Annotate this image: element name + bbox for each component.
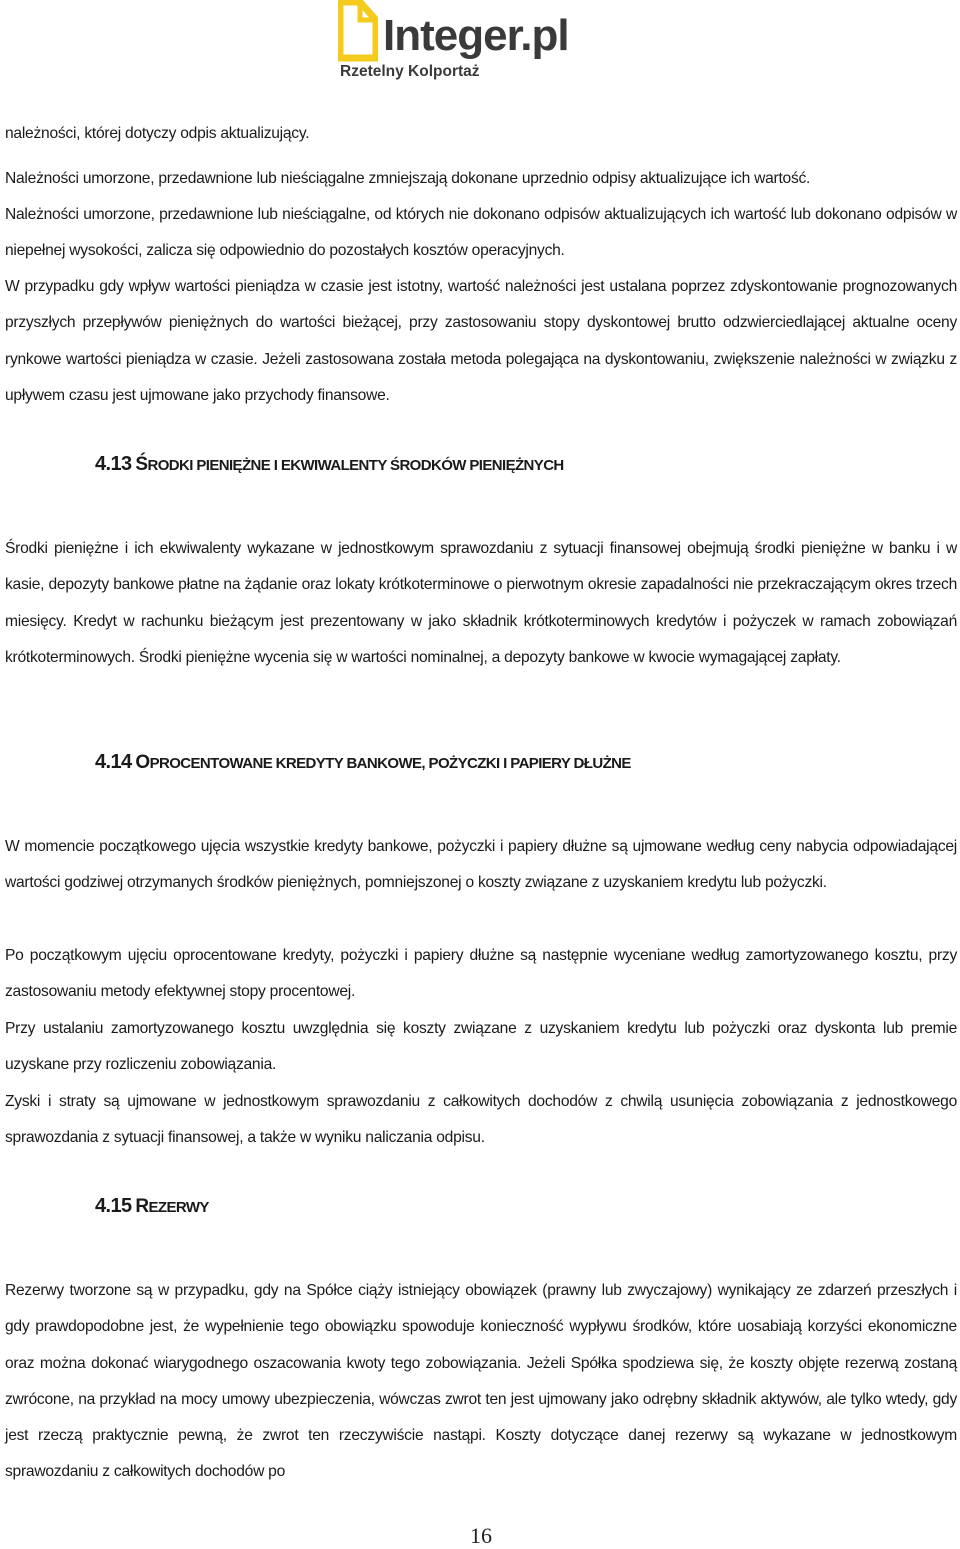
- paragraph-zyski-straty: Zyski i straty są ujmowane w jednostkowym sprawozdaniu z całkowitych dochodów z chwilą usunięcia zobowiązania z jednostkowego sprawozdania z sytuacji finansowej, a także w wyniku naliczania odpisu.: [5, 1093, 957, 1147]
- paragraph-rezerwy: Rezerwy tworzone są w przypadku, gdy na Spółce ciąży istniejący obowiązek (prawny lub zwyczajowy) wynikający ze zdarzeń przeszłych i gdy prawdopodobne jest, że wypełnienie tego obowiązku spowoduje konieczność wypływu środków, które uosabiają korzyści ekonomiczne oraz można dokonać wiarygodnego oszacowania kwoty tego zobowiązania. Jeżeli Spółka spodziewa się, że koszty objęte rezerwą zostaną zwrócone, na przykład na mocy umowy ubezpieczenia, wówczas zwrot ten jest ujmowany jako odrębny składnik aktywów, ale tylko wtedy, gdy jest rzeczą praktycznie pewną, że zwrot ten rzeczywiście nastąpi. Koszty dotyczące danej rezerwy są wykazane w jednostkowym sprawozdaniu z całkowitych dochodów po: [5, 1282, 957, 1481]
- heading-title: PROCENTOWANE KREDYTY BANKOWE, POŻYCZKI I PAPIERY DŁUŻNE: [149, 755, 631, 772]
- heading-initial: Ś: [135, 454, 148, 475]
- page-number: 16: [470, 1523, 492, 1548]
- heading-title: RODKI PIENIĘŻNE I EKWIWALENTY ŚRODKÓW PIENIĘŻNYCH: [147, 457, 564, 474]
- heading-initial: O: [135, 752, 150, 773]
- paragraph-wartosc-pieniadza: W przypadku gdy wpływ wartości pieniądza w czasie jest istotny, wartość należności jest ustalana poprzez zdyskontowanie prognozowanych przyszłych przepływów pieniężnych do wartości bieżącej, przy zastosowaniu stopy dyskontowej brutto odzwierciedlającej aktualne oceny rynkowe wartości pieniądza w czasie. Jeżeli zastosowana została metoda polegająca na dyskontowaniu, zwiększenie należności w związku z upływem czasu jest ujmowane jako przychody finansowe.: [5, 278, 957, 404]
- section-heading-4-14: [95, 752, 631, 772]
- logo-tagline: Rzetelny Kolportaż: [340, 63, 480, 80]
- paragraph-srodki-pieniezne: Środki pieniężne i ich ekwiwalenty wykazane w jednostkowym sprawozdaniu z sytuacji finansowej obejmują środki pieniężne w banku i w kasie, depozyty bankowe płatne na żądanie oraz lokaty krótkoterminowe o pierwotnym okresie zapadalności nie przekraczającym okres trzech miesięcy. Kredyt w rachunku bieżącym jest prezentowany w jako składnik krótkoterminowych kredytów i pożyczek w ramach zobowiązań krótkoterminowych. Środki pieniężne wycenia się w wartości nominalnej, a depozyty bankowe w kwocie wymagającej zapłaty.: [5, 540, 957, 666]
- paragraph-poczatkowe-ujecie: W momencie początkowego ujęcia wszystkie kredyty bankowe, pożyczki i papiery dłużne są ujmowane według ceny nabycia odpowiadającej wartości godziwej otrzymanych środków pieniężnych, pomniejszonej o koszty związane z uzyskaniem kredytu lub pożyczki.: [5, 838, 957, 892]
- heading-initial: R: [135, 1196, 149, 1217]
- heading-title: EZERWY: [148, 1199, 209, 1216]
- heading-number: 4.14: [95, 751, 132, 773]
- text-line: należności, której dotyczy odpis aktualizujący.: [5, 125, 310, 142]
- paragraph-po-ujeciu: Po początkowym ujęciu oprocentowane kredyty, pożyczki i papiery dłużne są następnie wyceniane według zamortyzowanego kosztu, przy zastosowaniu metody efektywnej stopy procentowej.: [5, 947, 957, 1001]
- section-heading-4-13: [95, 454, 564, 474]
- integer-logo: [338, 0, 628, 90]
- heading-number: 4.13: [95, 453, 132, 475]
- paragraph-umorzone: Należności umorzone, przedawnione lub nieściągalne, od których nie dokonano odpisów aktualizujących ich wartość lub dokonano odpisów w niepełnej wysokości, zalicza się odpowiednio do pozostałych kosztów operacyjnych.: [5, 206, 957, 260]
- logo-wordmark: Integer.pl: [383, 11, 569, 60]
- heading-number: 4.15: [95, 1195, 132, 1217]
- logo-mark-icon: [338, 0, 378, 66]
- text-line: Należności umorzone, przedawnione lub nieściągalne zmniejszają dokonane uprzednio odpisy aktualizujące ich wartość.: [5, 170, 811, 187]
- paragraph-zamortyzowany-koszt: Przy ustalaniu zamortyzowanego kosztu uwzględnia się koszty związane z uzyskaniem kredytu lub pożyczki oraz dyskonta lub premie uzyskane przy rozliczeniu zobowiązania.: [5, 1020, 957, 1074]
- section-heading-4-15: [95, 1196, 209, 1216]
